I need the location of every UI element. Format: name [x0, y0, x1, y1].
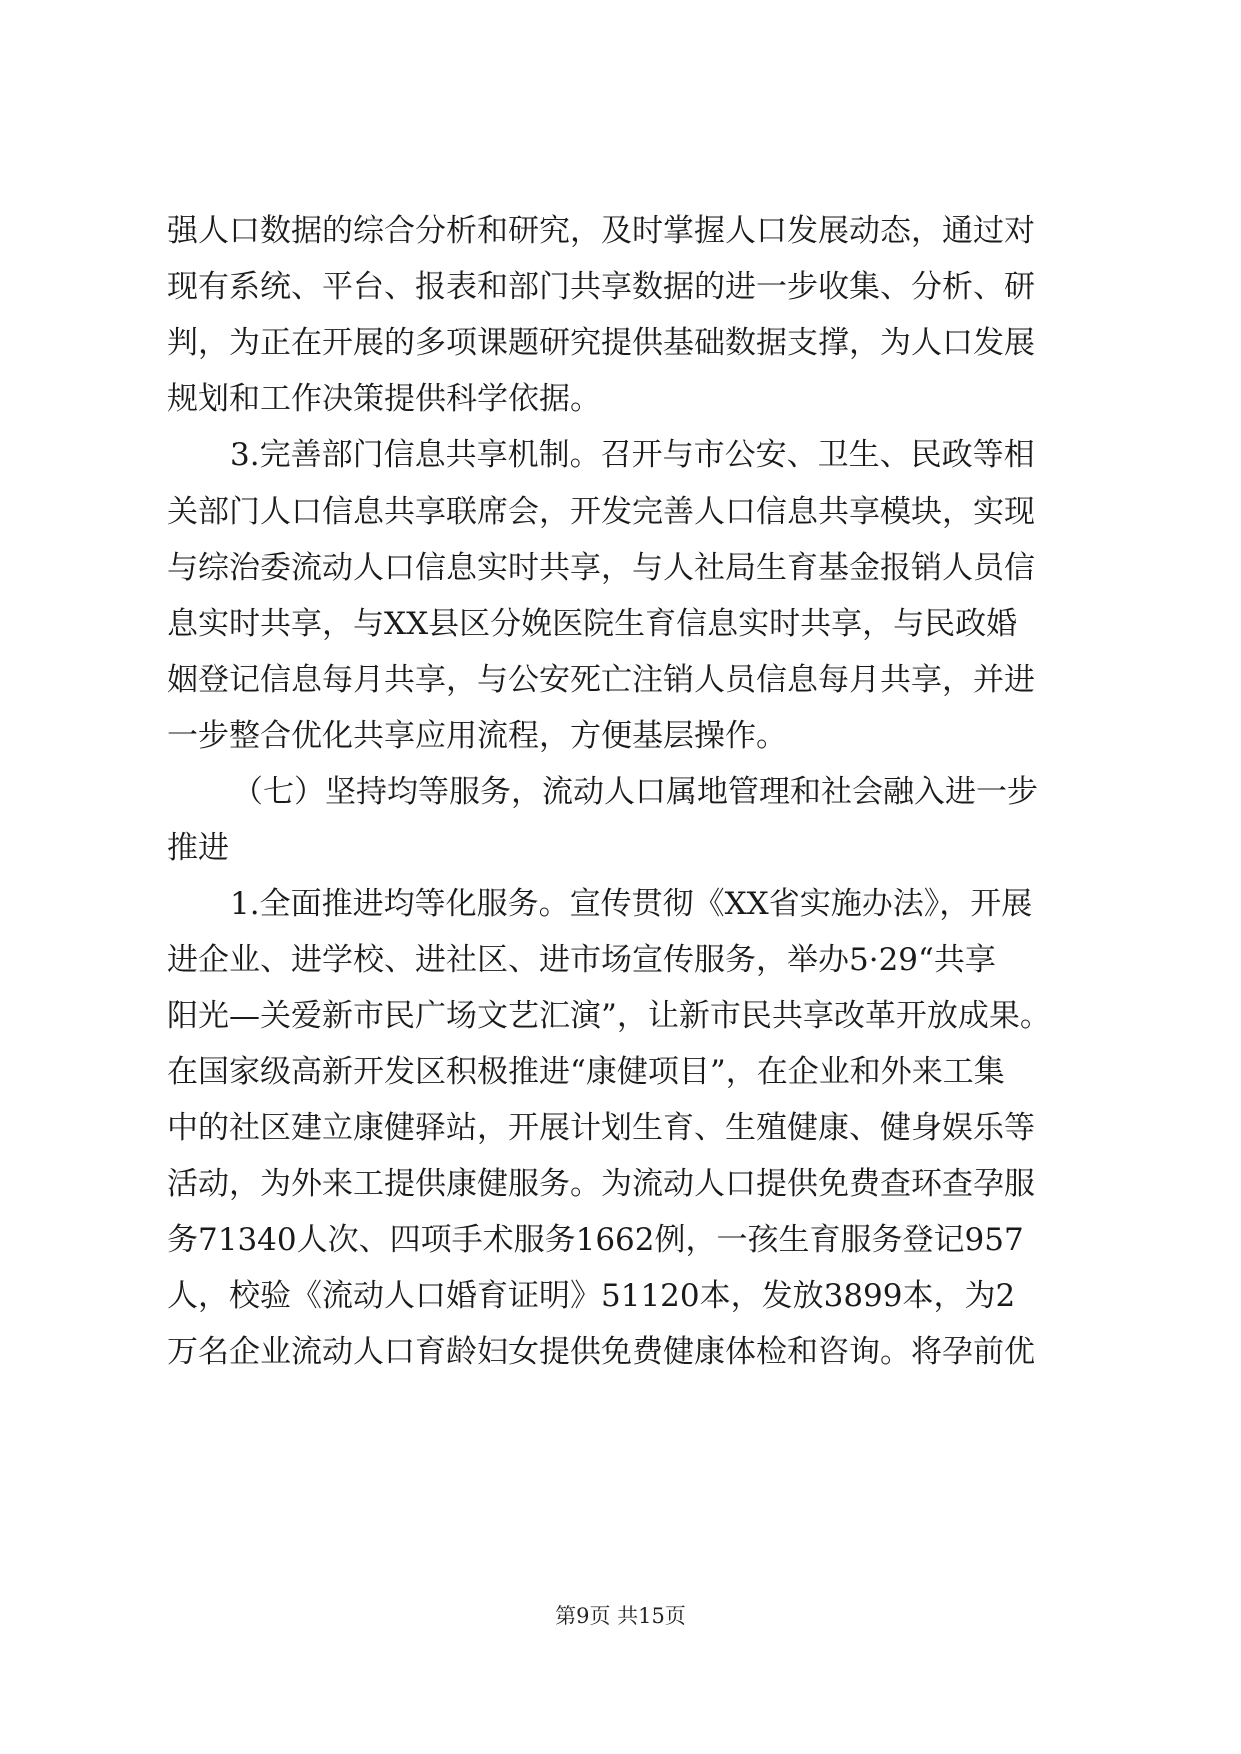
text-line: 进企业、进学校、进社区、进市场宣传服务，举办5·29“共享 [167, 942, 996, 978]
text-line: 在国家级高新开发区积极推进“康健项目”，在企业和外来工集 [167, 1054, 1005, 1090]
text-line: 活动，为外来工提供康健服务。为流动人口提供免费查环查孕服 [167, 1166, 1035, 1202]
text-line: 姻登记信息每月共享，与公安死亡注销人员信息每月共享，并进 [167, 662, 1035, 698]
text-line: 与综治委流动人口信息实时共享，与人社局生育基金报销人员信 [167, 550, 1035, 586]
text-line: 阳光—关爱新市民广场文艺汇演”，让新市民共享改革开放成果。 [167, 998, 1051, 1034]
page-number-footer: 第9页 共15页 [555, 1604, 686, 1628]
section-heading: 推进 [167, 830, 229, 866]
text-line: 强人口数据的综合分析和研究，及时掌握人口发展动态，通过对 [167, 213, 1035, 249]
text-line: 判，为正在开展的多项课题研究提供基础数据支撑，为人口发展 [167, 325, 1035, 361]
text-line: 息实时共享，与XX县区分娩医院生育信息实时共享，与民政婚 [167, 606, 1018, 642]
text-line: 1.全面推进均等化服务。宣传贯彻《XX省实施办法》，开展 [230, 886, 1033, 922]
text-line: 现有系统、平台、报表和部门共享数据的进一步收集、分析、研 [167, 269, 1035, 305]
text-line: 中的社区建立康健驿站，开展计划生育、生殖健康、健身娱乐等 [167, 1110, 1035, 1146]
text-line: 人，校验《流动人口婚育证明》51120本，发放3899本，为2 [167, 1278, 1016, 1314]
text-line: 一步整合优化共享应用流程，方便基层操作。 [167, 718, 787, 754]
text-line: 关部门人口信息共享联席会，开发完善人口信息共享模块，实现 [167, 494, 1035, 530]
text-line: 务71340人次、四项手术服务1662例，一孩生育服务登记957 [167, 1222, 1024, 1258]
text-line: 规划和工作决策提供科学依据。 [167, 381, 601, 417]
text-line: 3.完善部门信息共享机制。召开与市公安、卫生、民政等相 [230, 437, 1035, 473]
text-line: 万名企业流动人口育龄妇女提供免费健康体检和咨询。将孕前优 [167, 1334, 1035, 1370]
section-heading: （七）坚持均等服务，流动人口属地管理和社会融入进一步 [232, 774, 1038, 810]
